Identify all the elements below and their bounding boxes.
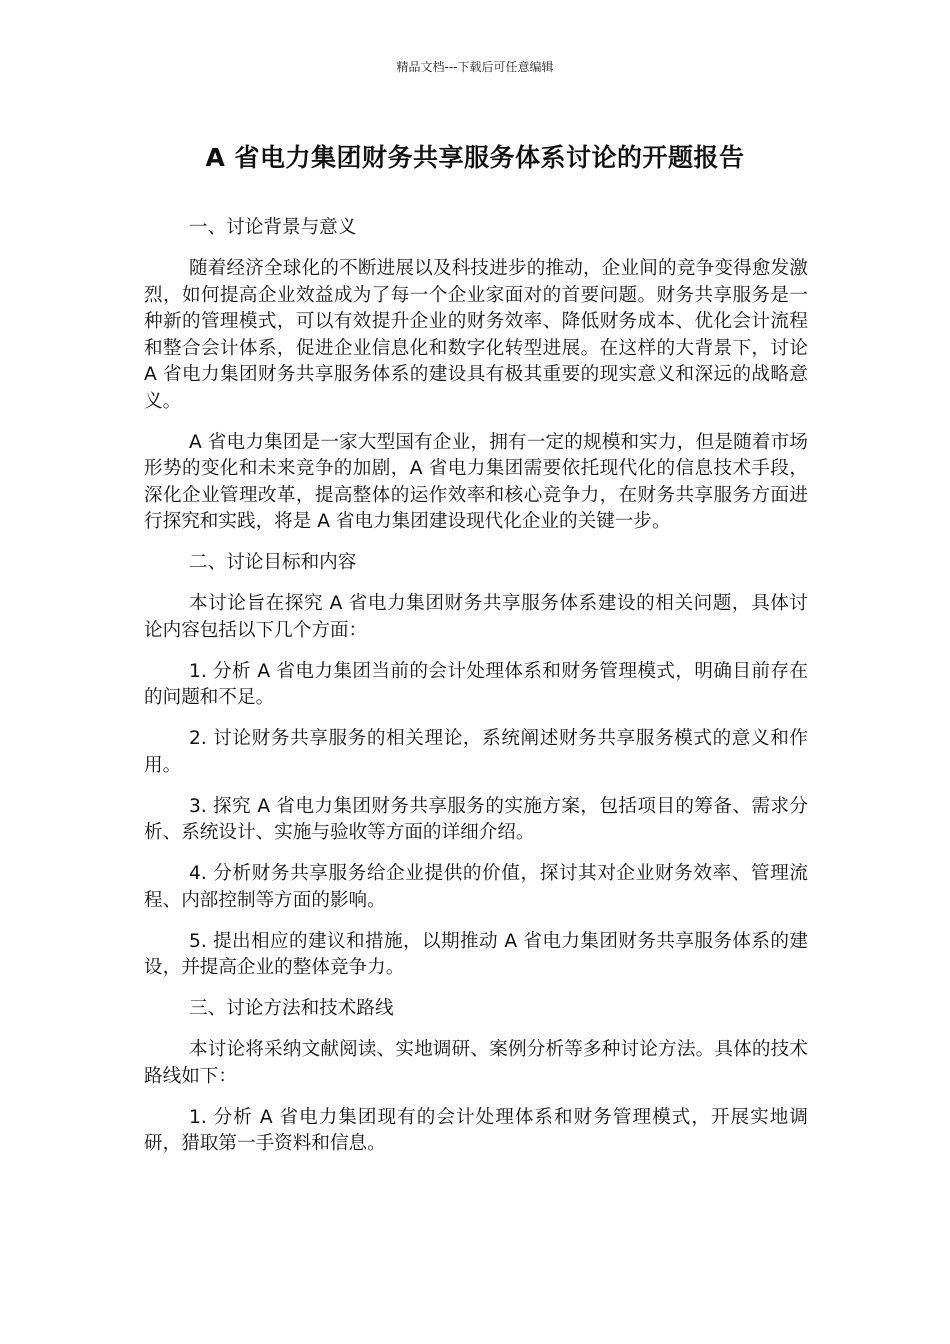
- list-item: 3. 探究 A 省电力集团财务共享服务的实施方案，包括项目的筹备、需求分析、系统设计、实施与验收等方面的详细介绍。: [144, 795, 808, 843]
- section-heading: 一、讨论背景与意义: [189, 217, 357, 238]
- list-item: 5. 提出相应的建议和措施，以期推动 A 省电力集团财务共享服务体系的建设，并提高企业的整体竞争力。: [144, 930, 808, 978]
- document-body: [144, 215, 808, 1172]
- list-item: 1. 分析 A 省电力集团当前的会计处理体系和财务管理模式，明确目前存在的问题和不足。: [144, 660, 808, 708]
- list-item: 1. 分析 A 省电力集团现有的会计处理体系和财务管理模式，开展实地调研，猎取第一手资料和信息。: [144, 1106, 808, 1154]
- document-title: A 省电力集团财务共享服务体系讨论的开题报告: [205, 143, 745, 172]
- body-paragraph: 随着经济全球化的不断进展以及科技进步的推动，企业间的竞争变得愈发激烈，如何提高企业效益成为了每一个企业家面对的首要问题。财务共享服务是一种新的管理模式，可以有效提升企业的财务效率、降低财务成本、优化会计流程和整合会计体系，促进企业信息化和数字化转型进展。在这样的大背景下，讨论 A 省电力集团财务共享服务体系的建设具有极其重要的现实意义和深远的战略意义。: [144, 258, 808, 412]
- section-heading: 二、讨论目标和内容: [189, 552, 357, 573]
- body-paragraph: A 省电力集团是一家大型国有企业，拥有一定的规模和实力，但是随着市场形势的变化和未来竞争的加剧，A 省电力集团需要依托现代化的信息技术手段，深化企业管理改革，提高整体的运作效率和核心竞争力，在财务共享服务方面进行探究和实践，将是 A 省电力集团建设现代化企业的关键一步。: [144, 431, 808, 532]
- header-note: 精品文档---下载后可任意编辑: [396, 60, 554, 74]
- body-paragraph: 本讨论将采纳文献阅读、实地调研、案例分析等多种讨论方法。具体的技术路线如下：: [144, 1039, 808, 1087]
- list-item: 4. 分析财务共享服务给企业提供的价值，探讨其对企业财务效率、管理流程、内部控制等方面的影响。: [144, 863, 808, 911]
- body-paragraph: 本讨论旨在探究 A 省电力集团财务共享服务体系建设的相关问题，具体讨论内容包括以下几个方面：: [144, 593, 808, 641]
- list-item: 2. 讨论财务共享服务的相关理论，系统阐述财务共享服务模式的意义和作用。: [144, 728, 808, 776]
- section-heading: 三、讨论方法和技术路线: [189, 998, 394, 1019]
